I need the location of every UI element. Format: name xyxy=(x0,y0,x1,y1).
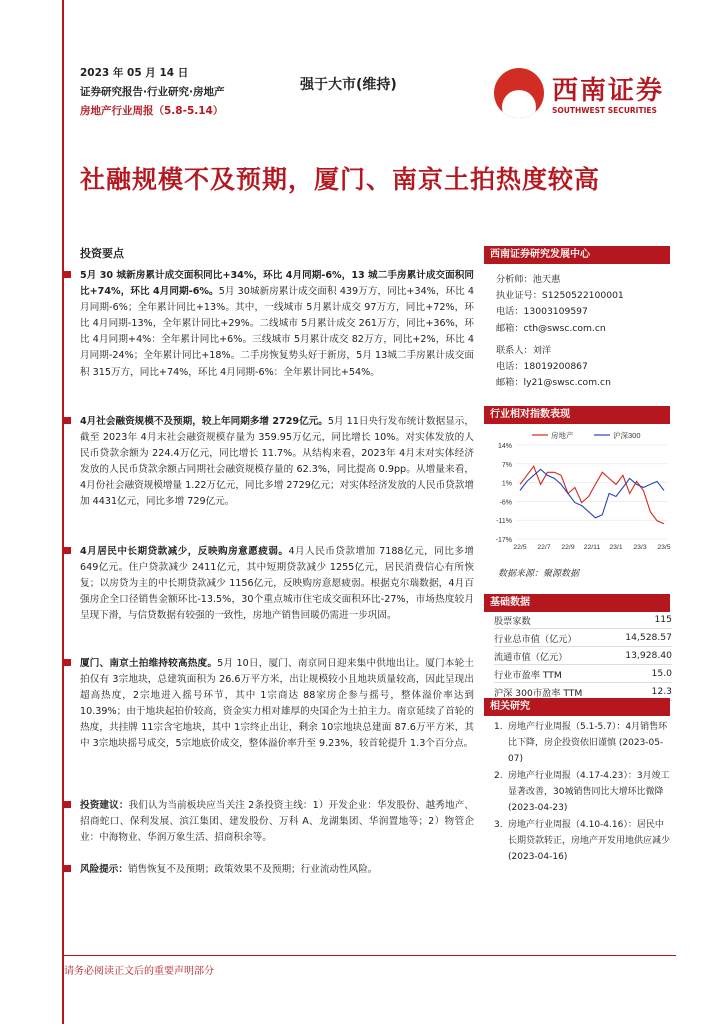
x-tick-label: 23/3 xyxy=(633,544,647,551)
legend-label: 房地产 xyxy=(551,431,574,440)
logo-en-text: SOUTHWEST SECURITIES xyxy=(552,106,657,115)
related-item-text: 房地产行业周报（4.17-4.23）：3月竣工显著改善，30城销售同比大增环比微降 (2023-04-23) xyxy=(508,771,670,813)
paragraph-body: 5月 11日央行发布统计数据显示，截至 2023年 4月末社会融资规模存量为 359.95万亿元，同比增长 10%。对实体发放的人民币贷款余额为 224.4万亿元，同比增长 11.7%。从结构来看，2023年 4月末对实体经济发放的人民币贷款余额占同期社会融资规模存量的 62.3%，同比提高 0.9pp。从增量来看，4月份社会融资规模增量 1.22万亿元，同比多增 2729亿元；对实体经济发放的人民币贷款增加 4431亿元，同比多增 729亿元。 xyxy=(80,416,474,508)
contact-phone: 电话：18019200867 xyxy=(496,361,588,373)
paragraph-body: 销售恢复不及预期；政策效果不及预期；行业流动性风险。 xyxy=(127,864,378,875)
paragraph-5 xyxy=(64,798,474,846)
relative-index-chart xyxy=(484,427,674,557)
contact-name: 联系人：刘洋 xyxy=(496,344,552,356)
x-tick-label: 23/5 xyxy=(657,544,671,551)
footer-rule xyxy=(64,955,676,956)
related-research-header: 相关研究 xyxy=(484,698,670,716)
analyst-email: 邮箱：cth@swsc.com.cn xyxy=(496,322,606,334)
data-value: 15.0 xyxy=(610,665,672,683)
legend-label: 沪深300 xyxy=(613,431,641,440)
table-row xyxy=(494,665,672,683)
x-tick-label: 22/7 xyxy=(537,544,551,551)
paragraph-lead: 4月居民中长期贷款减少，反映购房意愿疲弱。 xyxy=(80,546,289,557)
related-item[interactable] xyxy=(494,719,672,767)
y-tick-label: -17% xyxy=(495,537,512,544)
company-logo xyxy=(494,64,674,120)
data-label: 流通市值（亿元） xyxy=(494,647,610,665)
paragraph-lead: 4月社会融资规模不及预期，较上年同期多增 2729亿元。 xyxy=(80,416,328,427)
bullet-icon xyxy=(64,865,71,872)
bullet-icon xyxy=(64,547,71,554)
related-item[interactable] xyxy=(494,768,672,816)
basic-data-table xyxy=(494,611,672,701)
report-date: 2023 年 05 月 14 日 xyxy=(80,67,189,79)
contact-email: 邮箱：ly21@swsc.com.cn xyxy=(496,377,611,389)
analyst-cert: 执业证号：S1250522100001 xyxy=(496,290,624,302)
data-value: 13,928.40 xyxy=(610,647,672,665)
table-row xyxy=(494,611,672,629)
data-value: 14,528.57 xyxy=(610,629,672,647)
related-item-number: 3. xyxy=(494,820,503,830)
paragraph-lead: 投资建议： xyxy=(80,800,129,811)
related-research-list xyxy=(494,719,672,866)
analyst-name: 分析师：池天惠 xyxy=(496,274,561,285)
data-value: 12.3 xyxy=(610,683,672,701)
related-item[interactable] xyxy=(494,817,672,865)
bullet-icon xyxy=(64,417,71,424)
report-name: 房地产行业周报（5.8-5.14） xyxy=(80,105,224,117)
logo-cn-text: 西南证券 xyxy=(552,76,665,106)
paragraph-1 xyxy=(64,268,474,381)
bullet-icon xyxy=(64,271,71,278)
related-item-number: 2. xyxy=(494,771,503,781)
logo-emblem-icon xyxy=(494,68,544,118)
page-title: 社融规模不及预期，厦门、南京土拍热度较高 xyxy=(80,165,601,194)
data-label: 行业市盈率 TTM xyxy=(494,665,610,683)
paragraph-6 xyxy=(64,862,474,878)
chart-source: 数据来源：聚源数据 xyxy=(498,569,580,579)
paragraph-4 xyxy=(64,656,474,753)
y-tick-label: 1% xyxy=(501,480,512,488)
report-header xyxy=(80,64,224,121)
paragraph-lead: 5月 30 城新房累计成交面积同比+34%，环比 4月同期-6%，13 城二手房累计成交面积同比+74%，环比 4月同期-6%。 xyxy=(80,270,474,298)
related-item-number: 1. xyxy=(494,722,503,732)
rating: 强于大市(维持) xyxy=(300,77,397,93)
paragraph-body: 5月 30城新房累计成交面积 439万方，同比+34%，环比 4月同期-6%；全年累计同比+13%。其中，一线城市 5月累计成交 97万方，同比+72%，环比 4月同期-13%，全年累计同比+29%。二线城市 5月累计成交 261万方，同比+36%，环比 4月同期+4%：全年累计同比+6%。三线城市 5月累计成交 82万方，同比+2%，环比 4月同期-24%；全年累计同比+18%。二手房恢复势头好于新房，5月 13城二手房累计成交面积 315万方，同比+74%，环比 4月同期-6%：全年累计同比+54%。 xyxy=(80,286,474,378)
data-value: 115 xyxy=(610,611,672,629)
analyst-phone: 电话：13003109597 xyxy=(496,306,588,318)
y-tick-label: 7% xyxy=(501,461,512,469)
series-line xyxy=(520,469,664,518)
bullet-icon xyxy=(64,659,71,666)
report-category: 证券研究报告·行业研究·房地产 xyxy=(80,86,225,98)
paragraph-2 xyxy=(64,414,474,511)
data-label: 沪深 300市盈率 TTM xyxy=(494,683,610,701)
x-tick-label: 23/1 xyxy=(609,544,623,551)
footer-disclaimer: 请务必阅读正文后的重要声明部分 xyxy=(64,966,214,977)
paragraph-body: 我们认为当前板块应当关注 2条投资主线：1）开发企业：华发股份、越秀地产、招商蛇口、保利发展、滨江集团、建发股份、万科 A、龙湖集团、华润置地等；2）物管企业：中海物业、华润万象生活、招商积余等。 xyxy=(80,800,474,844)
related-item-text: 房地产行业周报（5.1-5.7）：4月销售环比下降，房企投资依旧谨慎 (2023-05-07) xyxy=(508,722,668,764)
section-heading: 投资要点 xyxy=(80,247,124,260)
paragraph-3 xyxy=(64,544,474,624)
y-tick-label: 14% xyxy=(497,443,512,450)
data-label: 股票家数 xyxy=(494,611,610,629)
table-row xyxy=(494,647,672,665)
bullet-icon xyxy=(64,801,71,808)
paragraph-body: 5月 10日，厦门、南京同日迎来集中供地出让。厦门本轮土拍仅有 3宗地块，总建筑面积为 26.6万平方米，出让规模较小且地块质量较高，因此呈现出超高热度，2宗地进入摇号环节，其中 1宗商达 88家房企参与摇号，整体溢价率达到 10.39%；由于地块起拍价较高，资金实力相对雄厚的央国企为土拍主力。南京延续了首轮的热度，共挂牌 11宗含宅地块，其中 1宗终止出让，剩余 10宗地块总建面 87.6万平方米，其中 3宗地块摇号成交，5宗地底价成交，整体溢价率升至 9.23%，较首轮提升 1.3个百分点。 xyxy=(80,658,474,750)
data-label: 行业总市值（亿元） xyxy=(494,629,610,647)
paragraph-body: 4月人民币贷款增加 7188亿元，同比多增 649亿元。住户贷款减少 2411亿元，其中短期贷款减少 1255亿元，居民消费信心有所恢复；以房贷为主的中长期贷款减少 1156亿元，反映购房意愿疲弱。根据克尔瑞数据，4月百强房企全口径销售金额环比-13.5%，30个重点城市住宅成交面积环比-27%，市场热度较月呈现下滑，与信贷数据有较强的一致性，房地产销售回暖仍需进一步巩固。 xyxy=(80,546,474,622)
y-tick-label: -6% xyxy=(499,499,512,507)
paragraph-lead: 厦门、南京土拍维持较高热度。 xyxy=(80,658,218,669)
x-tick-label: 22/11 xyxy=(583,544,601,551)
table-row xyxy=(494,629,672,647)
analyst-info xyxy=(496,272,624,391)
index-performance-header: 行业相对指数表现 xyxy=(484,406,670,424)
paragraph-lead: 风险提示： xyxy=(80,864,128,875)
x-tick-label: 22/9 xyxy=(561,544,575,551)
basic-data-header: 基础数据 xyxy=(484,594,670,612)
y-tick-label: -11% xyxy=(496,518,512,526)
x-tick-label: 22/5 xyxy=(513,544,527,551)
research-center-header: 西南证券研究发展中心 xyxy=(484,246,670,264)
related-item-text: 房地产行业周报（4.10-4.16）：居民中长期贷款转正，房地产开发用地供应减少 (2023-04-16) xyxy=(508,820,671,862)
